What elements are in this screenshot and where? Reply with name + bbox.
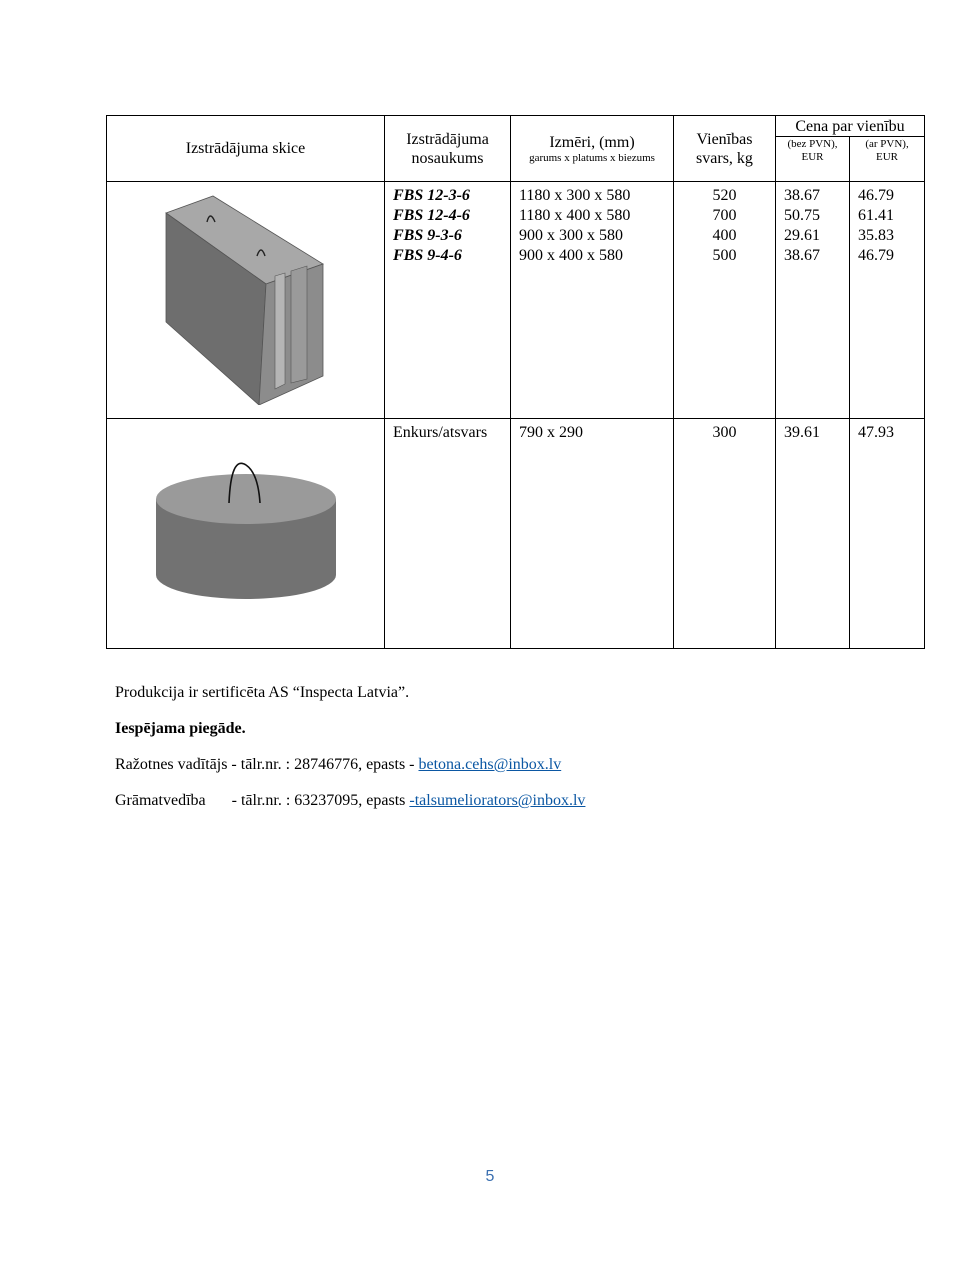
header-price-ex-vat-text: (bez PVN), EUR <box>787 138 838 163</box>
header-name <box>385 116 511 182</box>
price-inc-vat: 35.83 <box>858 227 894 244</box>
table-row-fbs <box>107 182 925 419</box>
product-weight: 700 <box>712 207 737 224</box>
price-ex-vat: 29.61 <box>784 227 820 244</box>
price-ex-vat: 38.67 <box>784 247 820 264</box>
price-inc-vat-cell <box>850 419 925 649</box>
product-dimensions: 790 x 290 <box>519 424 583 441</box>
contact-accounting-label: Grāmatvedība <box>115 792 206 809</box>
contact-production-label: Ražotnes vadītājs - tālr.nr. : 28746776, epasts - <box>115 756 419 773</box>
product-weight: 520 <box>712 187 737 204</box>
concrete-anchor-weight-icon <box>154 461 338 601</box>
header-dimensions-sub: garums x platums x biezums <box>529 151 655 164</box>
dimensions-cell <box>511 182 674 419</box>
sketch-cell-block <box>107 182 385 419</box>
product-name: FBS 12-4-6 <box>393 207 470 224</box>
product-dimensions: 900 x 400 x 580 <box>519 247 623 264</box>
product-dimensions: 900 x 300 x 580 <box>519 227 623 244</box>
weight-cell <box>674 182 776 419</box>
certification-note: Produkcija ir sertificēta AS “Inspecta Latvia”. <box>115 684 410 701</box>
product-names-cell <box>385 182 511 419</box>
header-weight <box>674 116 776 182</box>
product-names-cell <box>385 419 511 649</box>
price-table <box>106 115 925 649</box>
concrete-block-icon <box>161 190 331 405</box>
product-weight: 500 <box>712 247 737 264</box>
product-weight: 300 <box>712 424 737 441</box>
notes-section <box>115 683 585 827</box>
price-inc-vat: 61.41 <box>858 207 894 224</box>
product-dimensions: 1180 x 400 x 580 <box>519 207 631 224</box>
contact-accounting-text: - tālr.nr. : 63237095, epasts <box>231 792 410 809</box>
contact-accounting <box>115 791 585 811</box>
product-dimensions: 1180 x 300 x 580 <box>519 187 631 204</box>
sketch-cell-anchor <box>107 419 385 649</box>
price-inc-vat-cell <box>850 182 925 419</box>
price-inc-vat: 46.79 <box>858 187 894 204</box>
dimensions-cell <box>511 419 674 649</box>
header-price-ex-vat <box>776 137 850 182</box>
product-name: FBS 9-4-6 <box>393 247 462 264</box>
header-dimensions-title: Izmēri, (mm) <box>549 133 635 151</box>
price-ex-vat-cell <box>776 182 850 419</box>
table-row-anchor <box>107 419 925 649</box>
production-email-link[interactable]: betona.cehs@inbox.lv <box>418 756 562 773</box>
header-weight-text: Vienības svars, kg <box>696 130 753 167</box>
price-ex-vat-cell <box>776 419 850 649</box>
price-inc-vat: 46.79 <box>858 247 894 264</box>
header-dimensions <box>511 116 674 182</box>
price-ex-vat: 38.67 <box>784 187 820 204</box>
delivery-note: Iespējama piegāde. <box>115 720 246 737</box>
product-weight: 400 <box>712 227 737 244</box>
price-ex-vat: 50.75 <box>784 207 820 224</box>
product-name: FBS 9-3-6 <box>393 227 462 244</box>
product-name: FBS 12-3-6 <box>393 187 470 204</box>
header-sketch: Izstrādājuma skice <box>107 116 385 182</box>
price-ex-vat: 39.61 <box>784 424 820 441</box>
header-price-group: Cena par vienību <box>776 116 925 137</box>
page-number: 5 <box>485 1168 495 1185</box>
header-price-inc-vat <box>850 137 925 182</box>
contact-production <box>115 755 585 775</box>
header-name-text: Izstrādājuma nosaukums <box>406 130 489 167</box>
header-price-inc-vat-text: (ar PVN), EUR <box>865 138 909 163</box>
weight-cell <box>674 419 776 649</box>
product-name: Enkurs/atsvars <box>393 424 488 441</box>
accounting-email-link[interactable]: -talsumeliorators@inbox.lv <box>409 792 586 809</box>
price-inc-vat: 47.93 <box>858 424 894 441</box>
